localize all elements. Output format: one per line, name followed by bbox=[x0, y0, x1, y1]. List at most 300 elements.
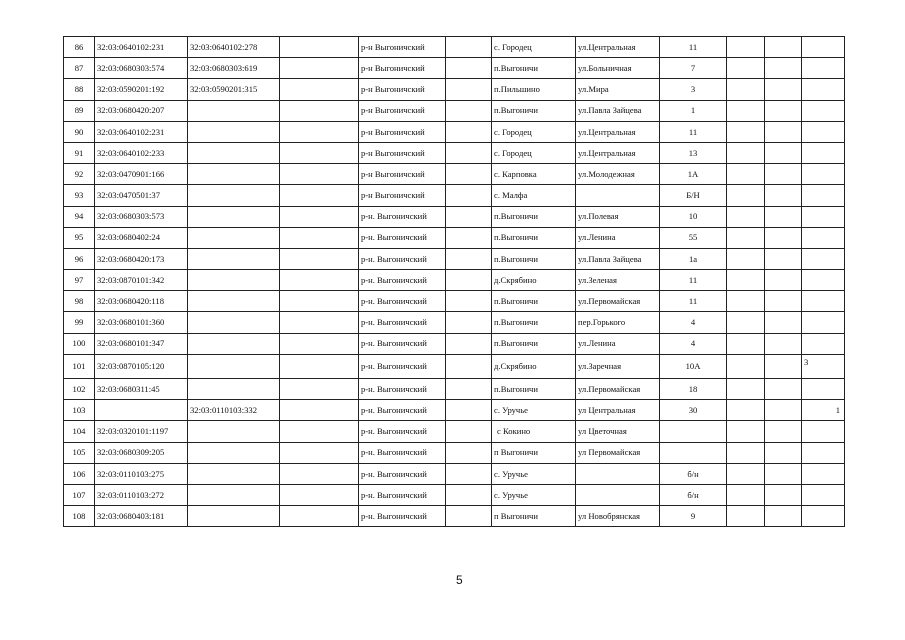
extra-value-cell bbox=[802, 227, 845, 248]
settlement-cell: д.Скрябино bbox=[492, 354, 576, 378]
extra-value-cell: 1 bbox=[802, 400, 845, 421]
cadastral-number-cell bbox=[95, 400, 188, 421]
settlement-cell: п.Выгоничи bbox=[492, 312, 576, 333]
settlement-cell: с. Городец bbox=[492, 121, 576, 142]
extra-value-cell bbox=[802, 379, 845, 400]
blank-column-cell bbox=[280, 442, 359, 463]
row-number-cell: 105 bbox=[64, 442, 95, 463]
row-number-cell: 94 bbox=[64, 206, 95, 227]
extra-value-cell bbox=[802, 312, 845, 333]
settlement-cell: п Выгоничи bbox=[492, 506, 576, 527]
blank-column-cell bbox=[765, 227, 802, 248]
extra-value-cell: 3 bbox=[802, 354, 845, 378]
street-cell: ул.Центральная bbox=[576, 142, 660, 163]
blank-column-cell bbox=[280, 206, 359, 227]
row-number-cell: 96 bbox=[64, 248, 95, 269]
house-number-cell: 4 bbox=[660, 333, 727, 354]
extra-value-cell bbox=[802, 206, 845, 227]
table-row bbox=[64, 379, 845, 400]
cadastral-number-alt-cell bbox=[188, 506, 280, 527]
blank-column-cell bbox=[765, 463, 802, 484]
cadastral-number-cell: 32:03:0640102:231 bbox=[95, 121, 188, 142]
house-number-cell: 1А bbox=[660, 164, 727, 185]
table-row bbox=[64, 400, 845, 421]
row-number-cell: 107 bbox=[64, 484, 95, 505]
blank-column-cell bbox=[727, 164, 765, 185]
blank-column-cell bbox=[727, 206, 765, 227]
street-cell: ул.Первомайская bbox=[576, 379, 660, 400]
blank-column-cell bbox=[765, 333, 802, 354]
street-cell: ул.Полевая bbox=[576, 206, 660, 227]
row-number-cell: 95 bbox=[64, 227, 95, 248]
district-cell: р-н. Выгоничский bbox=[359, 333, 446, 354]
street-cell: ул.Ленина bbox=[576, 333, 660, 354]
street-cell: пер.Горького bbox=[576, 312, 660, 333]
blank-column-cell bbox=[765, 379, 802, 400]
house-number-cell: 4 bbox=[660, 312, 727, 333]
street-cell: ул.Центральная bbox=[576, 37, 660, 58]
settlement-cell: п.Выгоничи bbox=[492, 291, 576, 312]
house-number-cell: 13 bbox=[660, 142, 727, 163]
district-cell: р-н Выгоничский bbox=[359, 79, 446, 100]
blank-column-cell bbox=[446, 379, 492, 400]
extra-value-cell bbox=[802, 121, 845, 142]
blank-column-cell bbox=[446, 121, 492, 142]
district-cell: р-н. Выгоничский bbox=[359, 248, 446, 269]
house-number-cell: 7 bbox=[660, 58, 727, 79]
blank-column-cell bbox=[280, 400, 359, 421]
street-cell: ул Центральная bbox=[576, 400, 660, 421]
blank-column-cell bbox=[727, 421, 765, 442]
cadastral-number-alt-cell bbox=[188, 270, 280, 291]
cadastral-number-alt-cell: 32:03:0110103:332 bbox=[188, 400, 280, 421]
extra-value-cell bbox=[802, 37, 845, 58]
blank-column-cell bbox=[727, 291, 765, 312]
table-row bbox=[64, 164, 845, 185]
blank-column-cell bbox=[280, 312, 359, 333]
cadastral-number-cell: 32:03:0680403:181 bbox=[95, 506, 188, 527]
district-cell: р-н. Выгоничский bbox=[359, 270, 446, 291]
blank-column-cell bbox=[727, 58, 765, 79]
extra-value-cell bbox=[802, 291, 845, 312]
row-number-cell: 90 bbox=[64, 121, 95, 142]
blank-column-cell bbox=[727, 333, 765, 354]
row-number-cell: 86 bbox=[64, 37, 95, 58]
blank-column-cell bbox=[446, 79, 492, 100]
table-row bbox=[64, 79, 845, 100]
blank-column-cell bbox=[446, 206, 492, 227]
blank-column-cell bbox=[765, 291, 802, 312]
row-number-cell: 99 bbox=[64, 312, 95, 333]
blank-column-cell bbox=[765, 400, 802, 421]
cadastral-number-cell: 32:03:0680420:207 bbox=[95, 100, 188, 121]
house-number-cell: 1а bbox=[660, 248, 727, 269]
blank-column-cell bbox=[727, 506, 765, 527]
street-cell: ул.Зеленая bbox=[576, 270, 660, 291]
cadastral-number-alt-cell bbox=[188, 442, 280, 463]
row-number-cell: 106 bbox=[64, 463, 95, 484]
blank-column-cell bbox=[727, 354, 765, 378]
blank-column-cell bbox=[280, 506, 359, 527]
settlement-cell: с Кокино bbox=[492, 421, 576, 442]
district-cell: р-н Выгоничский bbox=[359, 100, 446, 121]
blank-column-cell bbox=[727, 142, 765, 163]
extra-value-cell bbox=[802, 248, 845, 269]
row-number-cell: 104 bbox=[64, 421, 95, 442]
street-cell: ул Цветочная bbox=[576, 421, 660, 442]
cadastral-number-cell: 32:03:0590201:192 bbox=[95, 79, 188, 100]
blank-column-cell bbox=[727, 121, 765, 142]
house-number-cell: 18 bbox=[660, 379, 727, 400]
house-number-cell: 1 bbox=[660, 100, 727, 121]
cadastral-number-cell: 32:03:0470901:166 bbox=[95, 164, 188, 185]
district-cell: р-н. Выгоничский bbox=[359, 463, 446, 484]
table-row bbox=[64, 142, 845, 163]
cadastral-number-cell: 32:03:0320101:1197 bbox=[95, 421, 188, 442]
blank-column-cell bbox=[280, 164, 359, 185]
table-row bbox=[64, 291, 845, 312]
table-row bbox=[64, 227, 845, 248]
blank-column-cell bbox=[280, 37, 359, 58]
blank-column-cell bbox=[446, 270, 492, 291]
row-number-cell: 92 bbox=[64, 164, 95, 185]
blank-column-cell bbox=[280, 421, 359, 442]
cadastral-number-cell: 32:03:0680420:118 bbox=[95, 291, 188, 312]
blank-column-cell bbox=[765, 270, 802, 291]
row-number-cell: 88 bbox=[64, 79, 95, 100]
page-number: 5 bbox=[456, 573, 463, 587]
blank-column-cell bbox=[765, 79, 802, 100]
cadastral-number-cell: 32:03:0110103:272 bbox=[95, 484, 188, 505]
blank-column-cell bbox=[280, 354, 359, 378]
cadastral-number-cell: 32:03:0640102:233 bbox=[95, 142, 188, 163]
blank-column-cell bbox=[765, 248, 802, 269]
blank-column-cell bbox=[727, 463, 765, 484]
house-number-cell: 10 bbox=[660, 206, 727, 227]
settlement-cell: п.Выгоничи bbox=[492, 206, 576, 227]
street-cell: ул.Молодежная bbox=[576, 164, 660, 185]
blank-column-cell bbox=[727, 379, 765, 400]
cadastral-number-alt-cell bbox=[188, 354, 280, 378]
blank-column-cell bbox=[446, 227, 492, 248]
blank-column-cell bbox=[765, 506, 802, 527]
cadastral-number-alt-cell bbox=[188, 333, 280, 354]
settlement-cell: п.Выгоничи bbox=[492, 379, 576, 400]
settlement-cell: с. Карповка bbox=[492, 164, 576, 185]
table-row bbox=[64, 312, 845, 333]
blank-column-cell bbox=[280, 333, 359, 354]
cadastral-number-cell: 32:03:0870105:120 bbox=[95, 354, 188, 378]
table-row bbox=[64, 442, 845, 463]
district-cell: р-н. Выгоничский bbox=[359, 421, 446, 442]
settlement-cell: п.Пильшино bbox=[492, 79, 576, 100]
district-cell: р-н Выгоничский bbox=[359, 142, 446, 163]
blank-column-cell bbox=[280, 142, 359, 163]
district-cell: р-н. Выгоничский bbox=[359, 227, 446, 248]
row-number-cell: 100 bbox=[64, 333, 95, 354]
row-number-cell: 108 bbox=[64, 506, 95, 527]
blank-column-cell bbox=[446, 291, 492, 312]
settlement-cell: п.Выгоничи bbox=[492, 100, 576, 121]
settlement-cell: с. Уручье bbox=[492, 400, 576, 421]
cadastral-number-alt-cell bbox=[188, 142, 280, 163]
settlement-cell: с. Уручье bbox=[492, 484, 576, 505]
blank-column-cell bbox=[765, 354, 802, 378]
district-cell: р-н. Выгоничский bbox=[359, 442, 446, 463]
table-row bbox=[64, 248, 845, 269]
blank-column-cell bbox=[765, 100, 802, 121]
blank-column-cell bbox=[446, 506, 492, 527]
house-number-cell: 3 bbox=[660, 79, 727, 100]
extra-value-cell bbox=[802, 484, 845, 505]
house-number-cell: 9 bbox=[660, 506, 727, 527]
blank-column-cell bbox=[446, 142, 492, 163]
cadastral-number-cell: 32:03:0680420:173 bbox=[95, 248, 188, 269]
properties-table bbox=[63, 36, 845, 527]
table-row bbox=[64, 333, 845, 354]
blank-column-cell bbox=[446, 100, 492, 121]
settlement-cell: п.Выгоничи bbox=[492, 58, 576, 79]
settlement-cell: п.Выгоничи bbox=[492, 227, 576, 248]
district-cell: р-н Выгоничский bbox=[359, 121, 446, 142]
district-cell: р-н. Выгоничский bbox=[359, 379, 446, 400]
blank-column-cell bbox=[280, 58, 359, 79]
cadastral-number-alt-cell: 32:03:0590201:315 bbox=[188, 79, 280, 100]
blank-column-cell bbox=[727, 37, 765, 58]
table-row bbox=[64, 37, 845, 58]
street-cell bbox=[576, 185, 660, 206]
house-number-cell: 11 bbox=[660, 37, 727, 58]
row-number-cell: 97 bbox=[64, 270, 95, 291]
extra-value-cell bbox=[802, 506, 845, 527]
settlement-cell: с. Городец bbox=[492, 142, 576, 163]
blank-column-cell bbox=[280, 463, 359, 484]
blank-column-cell bbox=[727, 312, 765, 333]
table-row bbox=[64, 121, 845, 142]
street-cell: ул.Первомайская bbox=[576, 291, 660, 312]
blank-column-cell bbox=[280, 185, 359, 206]
house-number-cell: Б/Н bbox=[660, 185, 727, 206]
street-cell bbox=[576, 463, 660, 484]
table-row bbox=[64, 421, 845, 442]
row-number-cell: 102 bbox=[64, 379, 95, 400]
settlement-cell: д.Скрябино bbox=[492, 270, 576, 291]
district-cell: р-н. Выгоничский bbox=[359, 354, 446, 378]
blank-column-cell bbox=[765, 164, 802, 185]
blank-column-cell bbox=[765, 484, 802, 505]
blank-column-cell bbox=[446, 400, 492, 421]
district-cell: р-н Выгоничский bbox=[359, 164, 446, 185]
table-row bbox=[64, 58, 845, 79]
house-number-cell: 11 bbox=[660, 291, 727, 312]
street-cell: ул.Мира bbox=[576, 79, 660, 100]
cadastral-number-cell: 32:03:0110103:275 bbox=[95, 463, 188, 484]
blank-column-cell bbox=[446, 58, 492, 79]
cadastral-number-alt-cell bbox=[188, 248, 280, 269]
extra-value-cell bbox=[802, 100, 845, 121]
row-number-cell: 93 bbox=[64, 185, 95, 206]
cadastral-number-cell: 32:03:0680309:205 bbox=[95, 442, 188, 463]
blank-column-cell bbox=[727, 270, 765, 291]
blank-column-cell bbox=[446, 421, 492, 442]
blank-column-cell bbox=[727, 100, 765, 121]
blank-column-cell bbox=[765, 58, 802, 79]
blank-column-cell bbox=[727, 248, 765, 269]
table-row bbox=[64, 206, 845, 227]
cadastral-number-cell: 32:03:0680101:347 bbox=[95, 333, 188, 354]
row-number-cell: 87 bbox=[64, 58, 95, 79]
settlement-cell: п.Выгоничи bbox=[492, 248, 576, 269]
district-cell: р-н. Выгоничский bbox=[359, 291, 446, 312]
cadastral-number-alt-cell bbox=[188, 484, 280, 505]
settlement-cell: п.Выгоничи bbox=[492, 333, 576, 354]
blank-column-cell bbox=[727, 484, 765, 505]
cadastral-number-alt-cell: 32:03:0640102:278 bbox=[188, 37, 280, 58]
district-cell: р-н Выгоничский bbox=[359, 185, 446, 206]
street-cell: ул.Ленина bbox=[576, 227, 660, 248]
cadastral-number-alt-cell bbox=[188, 100, 280, 121]
house-number-cell: 10А bbox=[660, 354, 727, 378]
blank-column-cell bbox=[446, 333, 492, 354]
blank-column-cell bbox=[727, 227, 765, 248]
cadastral-number-alt-cell bbox=[188, 463, 280, 484]
settlement-cell: с. Городец bbox=[492, 37, 576, 58]
blank-column-cell bbox=[446, 354, 492, 378]
blank-column-cell bbox=[765, 37, 802, 58]
blank-column-cell bbox=[765, 206, 802, 227]
extra-value-cell bbox=[802, 270, 845, 291]
blank-column-cell bbox=[446, 312, 492, 333]
blank-column-cell bbox=[280, 291, 359, 312]
house-number-cell: б/н bbox=[660, 484, 727, 505]
blank-column-cell bbox=[446, 442, 492, 463]
row-number-cell: 89 bbox=[64, 100, 95, 121]
settlement-cell: с. Малфа bbox=[492, 185, 576, 206]
street-cell: ул.Заречная bbox=[576, 354, 660, 378]
blank-column-cell bbox=[765, 185, 802, 206]
house-number-cell: 11 bbox=[660, 121, 727, 142]
table-row bbox=[64, 100, 845, 121]
extra-value-cell bbox=[802, 421, 845, 442]
cadastral-number-cell: 32:03:0680101:360 bbox=[95, 312, 188, 333]
house-number-cell: 30 bbox=[660, 400, 727, 421]
cadastral-number-alt-cell bbox=[188, 206, 280, 227]
settlement-cell: с. Уручье bbox=[492, 463, 576, 484]
blank-column-cell bbox=[280, 248, 359, 269]
blank-column-cell bbox=[280, 379, 359, 400]
street-cell: ул Новобрянская bbox=[576, 506, 660, 527]
blank-column-cell bbox=[727, 400, 765, 421]
cadastral-number-cell: 32:03:0680303:573 bbox=[95, 206, 188, 227]
blank-column-cell bbox=[280, 484, 359, 505]
blank-column-cell bbox=[765, 312, 802, 333]
district-cell: р-н Выгоничский bbox=[359, 58, 446, 79]
district-cell: р-н Выгоничский bbox=[359, 37, 446, 58]
district-cell: р-н. Выгоничский bbox=[359, 506, 446, 527]
cadastral-number-cell: 32:03:0640102:231 bbox=[95, 37, 188, 58]
cadastral-number-cell: 32:03:0870101:342 bbox=[95, 270, 188, 291]
row-number-cell: 98 bbox=[64, 291, 95, 312]
blank-column-cell bbox=[765, 442, 802, 463]
house-number-cell bbox=[660, 442, 727, 463]
cadastral-number-alt-cell bbox=[188, 312, 280, 333]
cadastral-number-cell: 32:03:0470501:37 bbox=[95, 185, 188, 206]
cadastral-number-alt-cell bbox=[188, 121, 280, 142]
district-cell: р-н. Выгоничский bbox=[359, 206, 446, 227]
house-number-cell: б/н bbox=[660, 463, 727, 484]
extra-value-cell bbox=[802, 58, 845, 79]
cadastral-number-alt-cell bbox=[188, 291, 280, 312]
blank-column-cell bbox=[280, 270, 359, 291]
street-cell: ул.Больничная bbox=[576, 58, 660, 79]
street-cell: ул.Павла Зайцева bbox=[576, 100, 660, 121]
blank-column-cell bbox=[765, 142, 802, 163]
street-cell: ул.Павла Зайцева bbox=[576, 248, 660, 269]
extra-value-cell bbox=[802, 164, 845, 185]
extra-value-cell bbox=[802, 333, 845, 354]
table-row bbox=[64, 506, 845, 527]
table-row bbox=[64, 354, 845, 378]
blank-column-cell bbox=[765, 121, 802, 142]
blank-column-cell bbox=[727, 79, 765, 100]
blank-column-cell bbox=[446, 185, 492, 206]
blank-column-cell bbox=[727, 185, 765, 206]
blank-column-cell bbox=[446, 37, 492, 58]
blank-column-cell bbox=[280, 227, 359, 248]
table-row bbox=[64, 463, 845, 484]
cadastral-number-cell: 32:03:0680311:45 bbox=[95, 379, 188, 400]
row-number-cell: 103 bbox=[64, 400, 95, 421]
cadastral-number-alt-cell bbox=[188, 185, 280, 206]
street-cell: ул.Центральная bbox=[576, 121, 660, 142]
district-cell: р-н. Выгоничский bbox=[359, 484, 446, 505]
row-number-cell: 101 bbox=[64, 354, 95, 378]
district-cell: р-н. Выгоничский bbox=[359, 312, 446, 333]
blank-column-cell bbox=[446, 164, 492, 185]
blank-column-cell bbox=[446, 248, 492, 269]
settlement-cell: п Выгоничи bbox=[492, 442, 576, 463]
blank-column-cell bbox=[765, 421, 802, 442]
cadastral-number-cell: 32:03:0680303:574 bbox=[95, 58, 188, 79]
blank-column-cell bbox=[446, 463, 492, 484]
cadastral-number-alt-cell bbox=[188, 164, 280, 185]
row-number-cell: 91 bbox=[64, 142, 95, 163]
table-row bbox=[64, 270, 845, 291]
house-number-cell: 55 bbox=[660, 227, 727, 248]
extra-value-cell bbox=[802, 142, 845, 163]
blank-column-cell bbox=[280, 100, 359, 121]
extra-value-cell bbox=[802, 442, 845, 463]
house-number-cell bbox=[660, 421, 727, 442]
extra-value-cell bbox=[802, 79, 845, 100]
cadastral-number-cell: 32:03:0680402:24 bbox=[95, 227, 188, 248]
cadastral-number-alt-cell: 32:03:0680303:619 bbox=[188, 58, 280, 79]
table-row bbox=[64, 484, 845, 505]
street-cell: ул Первомайская bbox=[576, 442, 660, 463]
house-number-cell: 11 bbox=[660, 270, 727, 291]
blank-column-cell bbox=[727, 442, 765, 463]
blank-column-cell bbox=[280, 79, 359, 100]
cadastral-number-alt-cell bbox=[188, 379, 280, 400]
extra-value-cell bbox=[802, 463, 845, 484]
district-cell: р-н. Выгоничский bbox=[359, 400, 446, 421]
blank-column-cell bbox=[280, 121, 359, 142]
cadastral-number-alt-cell bbox=[188, 227, 280, 248]
cadastral-number-alt-cell bbox=[188, 421, 280, 442]
blank-column-cell bbox=[446, 484, 492, 505]
extra-value-cell bbox=[802, 185, 845, 206]
street-cell bbox=[576, 484, 660, 505]
